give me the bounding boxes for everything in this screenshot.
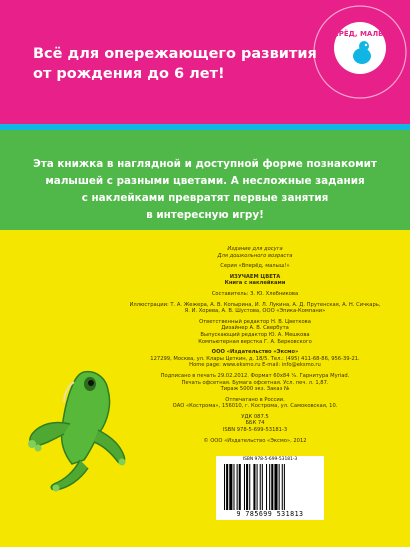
imprint-edition-type: Издание для досуга <box>227 246 283 252</box>
imprint-signed: Подписано в печать 29.02.2012. Формат 60x84 ¹⁄₈. Гарнитура Myriad. <box>160 372 350 379</box>
barcode <box>216 456 324 520</box>
headline <box>33 44 343 84</box>
series-logo <box>306 0 410 106</box>
imprint-printer: ОАО «Кострома», 156010, г. Кострома, ул. Самоковская, 10. <box>172 403 338 410</box>
logo-series-name: ВПЕРЁД, МАЛЫШ! <box>322 30 398 38</box>
imprint-age-note: Для дошкольного возраста <box>217 252 293 259</box>
imprint-layout: Компьютерная верстка Г. А. Берковского <box>198 338 312 345</box>
imprint-subtitle: Книга с наклейками <box>224 280 286 287</box>
imprint-print-run: Тираж 5000 экз. Заказ № <box>220 386 290 393</box>
imprint-illustrations-2: Я. И. Хорева, А. В. Шустова, ООО «Эпика-Компани» <box>184 308 326 315</box>
intro-line-4: в интересную игру! <box>146 209 264 221</box>
imprint-bbk: ББК 74 <box>245 420 265 427</box>
frog-illustration <box>24 364 134 492</box>
imprint-udk: УДК 087.5 <box>241 413 269 420</box>
imprint-designer: Дизайнер А. В. Свербута <box>221 325 289 332</box>
imprint-editor: Ответственный редактор Н. В. Цветкова <box>199 318 311 325</box>
imprint-web: Home page: www.eksmo.ru E-mail: info@eksmo.ru <box>189 362 321 369</box>
intro-line-1: Эта книжка в наглядной и доступной форме познакомит <box>33 158 377 170</box>
headline-line-1: Всё для опережающего развития <box>33 46 317 62</box>
intro-line-3: с наклейками превратят первые занятия <box>81 192 329 204</box>
imprint-isbn: ISBN 978-5-699-53181-3 <box>222 427 288 434</box>
imprint-address: 127299, Москва, ул. Клары Цеткин, д. 18/5. Тел.: (495) 411-68-86, 956-39-21. <box>150 355 360 362</box>
imprint-copyright: © ООО «Издательство «Эксмо», 2012 <box>203 437 307 444</box>
intro-text <box>30 156 380 224</box>
imprint-printed-in: Отпечатано в России. <box>225 396 285 403</box>
imprint-paper: Печать офсетная. Бумага офсетная. Усл. печ. л. 1,87. <box>181 379 329 386</box>
imprint-series: Серия «Вперёд, малыш!» <box>220 263 290 270</box>
intro-line-2: малышей с разными цветами. А несложные задания <box>45 175 365 187</box>
imprint-production-editor: Выпускающий редактор Ю. А. Мешкова <box>200 331 310 338</box>
headline-line-2: от рождения до 6 лет! <box>33 66 225 82</box>
barcode-isbn-label: ISBN 978-5-699-53181-3 <box>242 457 298 462</box>
imprint-compiler: Составитель: З. Ю. Хлебникова <box>211 290 299 297</box>
barcode-digits: 9 785699 531813 <box>236 510 304 518</box>
imprint-block <box>125 246 385 444</box>
barcode-bars <box>224 464 316 510</box>
imprint-illustrations-1: Иллюстрации: Т. А. Жежера, А. В. Копырина, И. Л. Лукина, А. Д. Прутенская, А. Н. Сичкарь, <box>129 301 381 308</box>
imprint-publisher: ООО «Издательство «Эксмо» <box>211 349 299 356</box>
imprint-title: ИЗУЧАЕМ ЦВЕТА <box>229 273 281 280</box>
logo-arc-text: от рождения до школы <box>319 60 401 95</box>
